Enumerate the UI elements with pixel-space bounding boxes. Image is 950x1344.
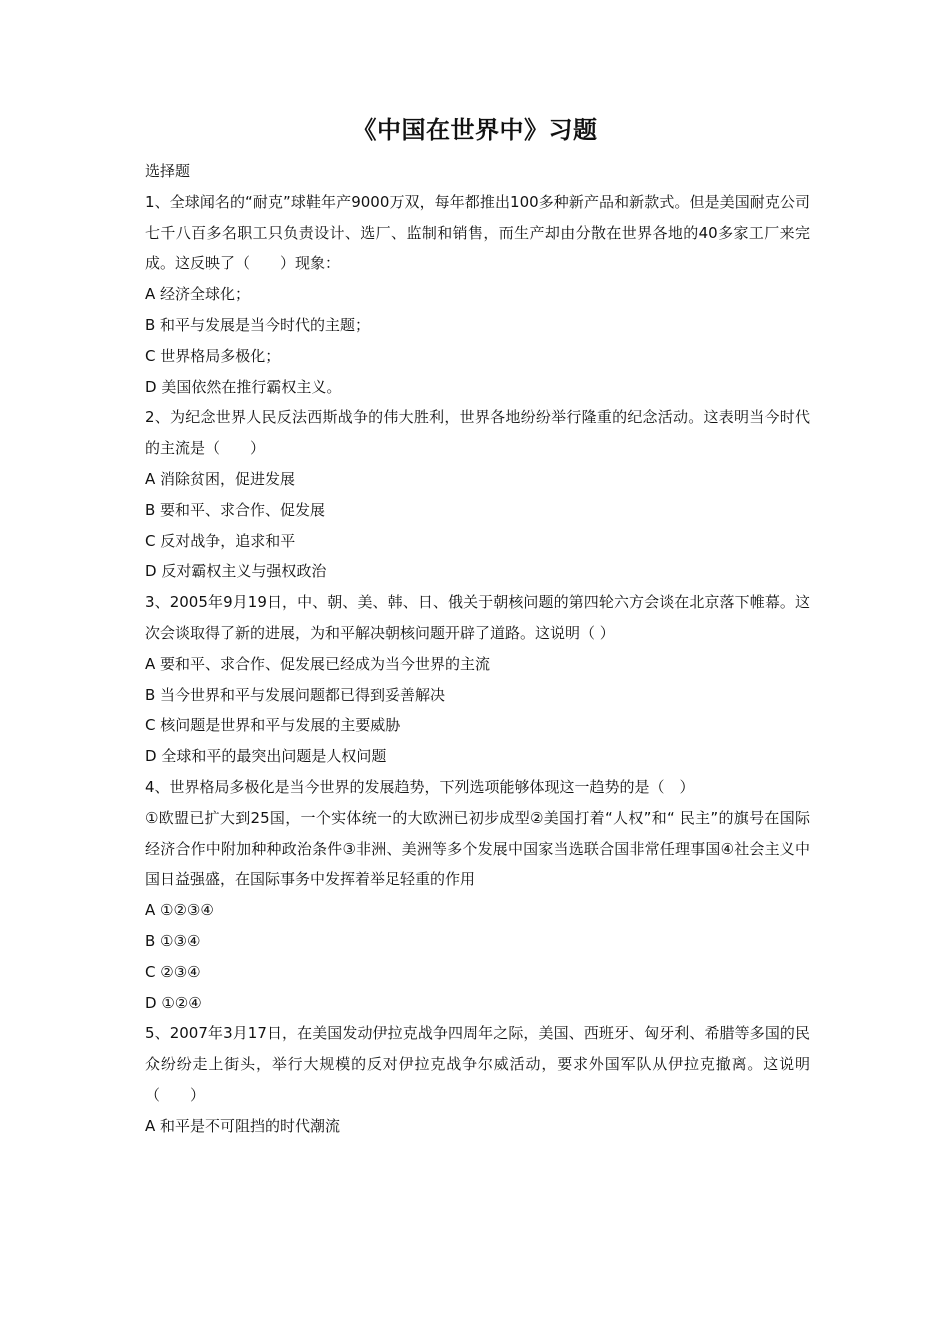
question-2-option-b: B 要和平、求合作、促发展 <box>145 500 326 519</box>
question-5-option-a: A 和平是不可阻挡的时代潮流 <box>145 1116 341 1135</box>
question-3-option-c: C 核问题是世界和平与发展的主要威胁 <box>145 716 401 735</box>
question-4-option-d: D ①②④ <box>145 993 202 1012</box>
question-1-stem: 1、全球闻名的“耐克”球鞋年产9000万双，每年都推出100多种新产品和新款式。但是美国耐克公司七千八百多名职工只负责设计、选厂、监制和销售，而生产却由分散在世界各地的40多家工厂来完成。这反映了（ ）现象： <box>145 192 810 273</box>
question-2-stem: 2、为纪念世界人民反法西斯战争的伟大胜利，世界各地纷纷举行隆重的纪念活动。这表明当今时代的主流是（ ） <box>145 408 810 458</box>
question-1-option-a: A 经济全球化； <box>145 285 251 304</box>
question-1-option-b: B 和平与发展是当今时代的主题； <box>145 315 371 334</box>
document-body <box>145 156 810 1142</box>
question-2-option-d: D 反对霸权主义与强权政治 <box>145 562 327 581</box>
question-4-stem: 4、世界格局多极化是当今世界的发展趋势，下列选项能够体现这一趋势的是（ ） <box>145 777 695 796</box>
question-1-option-d: D 美国依然在推行霸权主义。 <box>145 377 342 396</box>
question-3-option-b: B 当今世界和平与发展问题都已得到妥善解决 <box>145 685 446 704</box>
question-4-option-b: B ①③④ <box>145 931 201 950</box>
question-3-stem: 3、2005年9月19日，中、朝、美、韩、日、俄关于朝核问题的第四轮六方会谈在北京落下帷幕。这次会谈取得了新的进展，为和平解决朝核问题开辟了道路。这说明（ ） <box>145 593 810 642</box>
question-2-option-a: A 消除贫困，促进发展 <box>145 469 296 488</box>
document-title: 《中国在世界中》习题 <box>352 116 598 144</box>
question-4-option-c: C ②③④ <box>145 962 201 981</box>
question-3-option-a: A 要和平、求合作、促发展已经成为当今世界的主流 <box>145 654 491 673</box>
question-1-option-c: C 世界格局多极化； <box>145 346 281 365</box>
question-5-stem: 5、2007年3月17日，在美国发动伊拉克战争四周年之际，美国、西班牙、匈牙利、希腊等多国的民众纷纷走上街头，举行大规模的反对伊拉克战争尔威活动，要求外国军队从伊拉克撤离。这说明（ ） <box>145 1024 810 1104</box>
question-2-option-c: C 反对战争，追求和平 <box>145 531 296 550</box>
question-3-option-d: D 全球和平的最突出问题是人权问题 <box>145 747 387 766</box>
question-4-option-a: A ①②③④ <box>145 901 214 920</box>
question-4-statements: ①欧盟已扩大到25国，一个实体统一的大欧洲已初步成型②美国打着“人权”和“ 民主”的旗号在国际经济合作中附加种种政治条件③非洲、美洲等多个发展中国家当选联合国非常任理事国④社会主义中国日益强盛，在国际事务中发挥着举足轻重的作用 <box>145 808 810 889</box>
section-label: 选择题 <box>145 162 191 180</box>
